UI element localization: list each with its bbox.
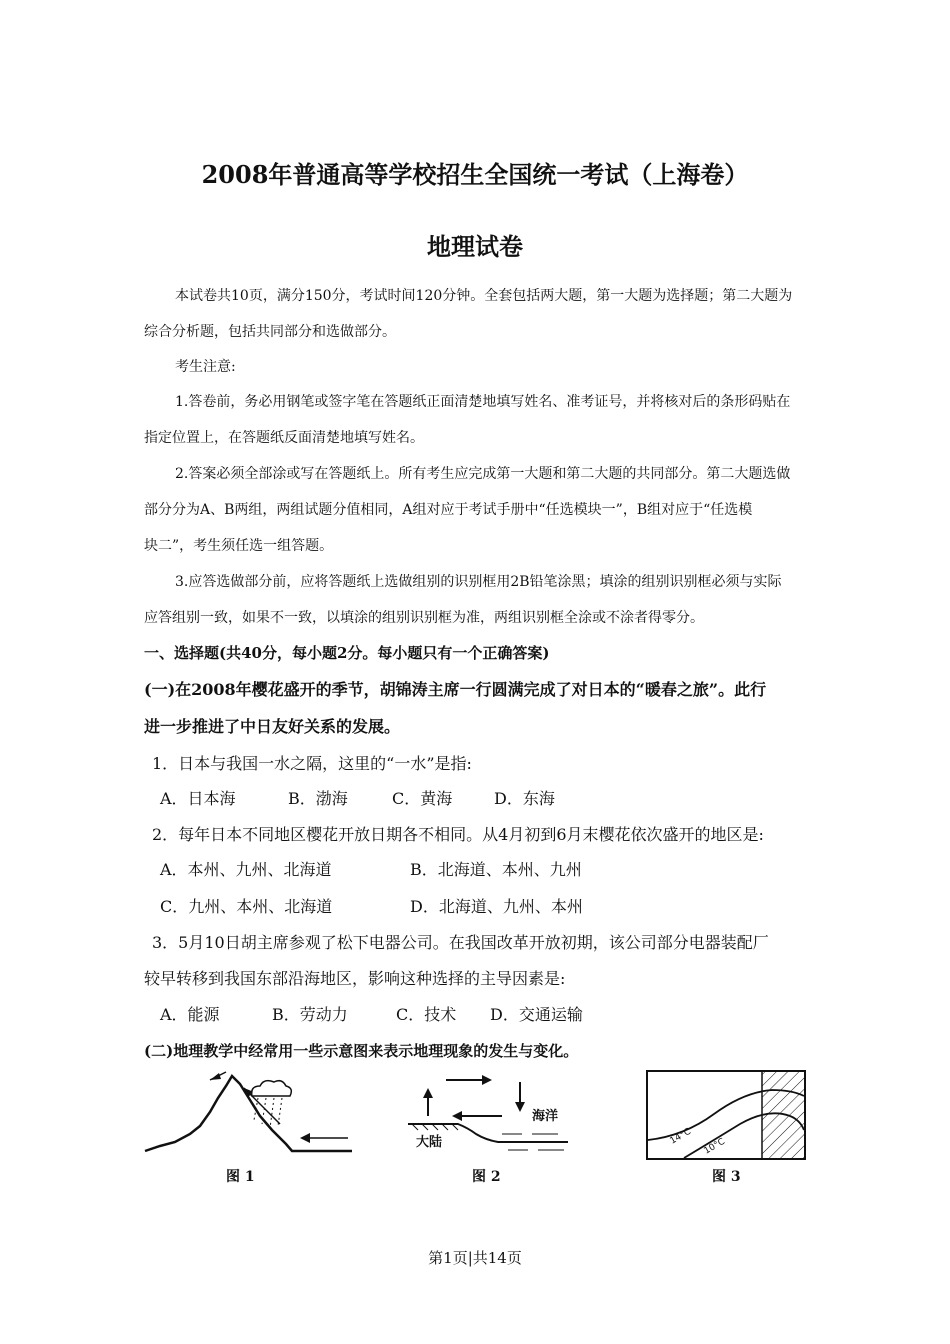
q3-stem-2: 较早转移到我国东部沿海地区，影响这种选择的主导因素是: <box>144 969 566 988</box>
intro-line-2: 综合分析题，包括共同部分和选做部分。 <box>144 324 396 340</box>
q2-stem: 2．每年日本不同地区樱花开放日期各不相同。从4月初到6月末樱花依次盛开的地区是: <box>152 825 764 844</box>
figure-3-isotherm-diagram <box>644 1068 810 1164</box>
q2-option-b: B．北海道、本州、九州 <box>410 860 582 879</box>
q2-option-c: C．九州、本州、北海道 <box>160 897 333 916</box>
section1-heading: 一、选择题(共40分，每小题2分。每小题只有一个正确答案) <box>144 644 550 662</box>
q3-stem-1: 3．5月10日胡主席参观了松下电器公司。在我国改革开放初期，该公司部分电器装配厂 <box>152 933 769 952</box>
figure-3-isotherm-10: 10°C <box>702 1136 727 1157</box>
notice-3a: 3.应答选做部分前，应将答题纸上选做组别的识别框用2B铅笔涂黑；填涂的组别识别框必须与实际 <box>175 574 782 590</box>
figure-1-mountain-diagram <box>140 1068 360 1163</box>
part1-line-a: (一)在2008年樱花盛开的季节，胡锦涛主席一行圆满完成了对日本的“暖春之旅”。此行 <box>144 680 767 699</box>
notice-2c: 块二”，考生须任选一组答题。 <box>144 538 334 554</box>
q1-option-c: C．黄海 <box>392 789 453 808</box>
figure-3-isotherm-14: 14°C <box>668 1126 693 1147</box>
notice-3b: 应答组别一致，如果不一致，以填涂的组别识别框为准，两组识别框全涂或不涂者得零分。 <box>144 610 704 626</box>
q2-option-d: D．北海道、九州、本州 <box>410 897 583 916</box>
page-subtitle: 地理试卷 <box>427 232 523 261</box>
q3-option-b: B．劳动力 <box>272 1005 348 1024</box>
q3-option-a: A．能源 <box>160 1005 220 1024</box>
q1-option-d: D．东海 <box>494 789 555 808</box>
q1-option-b: B．渤海 <box>288 789 348 808</box>
q1-option-a: A．日本海 <box>160 789 236 808</box>
notice-heading: 考生注意: <box>175 359 236 375</box>
page-title: 2008年普通高等学校招生全国统一考试（上海卷） <box>201 160 749 189</box>
figure-2-circulation-diagram <box>398 1068 578 1163</box>
notice-1a: 1.答卷前，务必用钢笔或签字笔在答题纸正面清楚地填写姓名、准考证号，并将核对后的条形码贴在 <box>175 394 791 410</box>
figure-2-ocean-label: 海洋 <box>532 1109 559 1124</box>
q3-option-c: C．技术 <box>396 1005 457 1024</box>
figure-1-caption: 图 1 <box>226 1169 255 1185</box>
notice-2a: 2.答案必须全部涂或写在答题纸上。所有考生应完成第一大题和第二大题的共同部分。第二大题选做 <box>175 466 791 482</box>
page-footer: 第1页|共14页 <box>428 1249 522 1267</box>
part1-line-b: 进一步推进了中日友好关系的发展。 <box>144 717 401 736</box>
notice-2b: 部分分为A、B两组，两组试题分值相同，A组对应于考试手册中“任选模块一”，B组对应于“任选模 <box>144 502 753 518</box>
part2-heading: (二)地理教学中经常用一些示意图来表示地理现象的发生与变化。 <box>144 1042 579 1060</box>
figure-3-caption: 图 3 <box>712 1169 741 1185</box>
q3-option-d: D．交通运输 <box>490 1005 583 1024</box>
intro-line-1: 本试卷共10页，满分150分，考试时间120分钟。全套包括两大题，第一大题为选择题；第二大题为 <box>175 288 793 304</box>
notice-1b: 指定位置上，在答题纸反面清楚地填写姓名。 <box>144 430 424 446</box>
figure-2-caption: 图 2 <box>472 1169 501 1185</box>
q1-stem: 1．日本与我国一水之隔，这里的“一水”是指: <box>152 754 472 773</box>
q2-option-a: A．本州、九州、北海道 <box>160 860 332 879</box>
figure-2-land-label: 大陆 <box>416 1135 443 1150</box>
